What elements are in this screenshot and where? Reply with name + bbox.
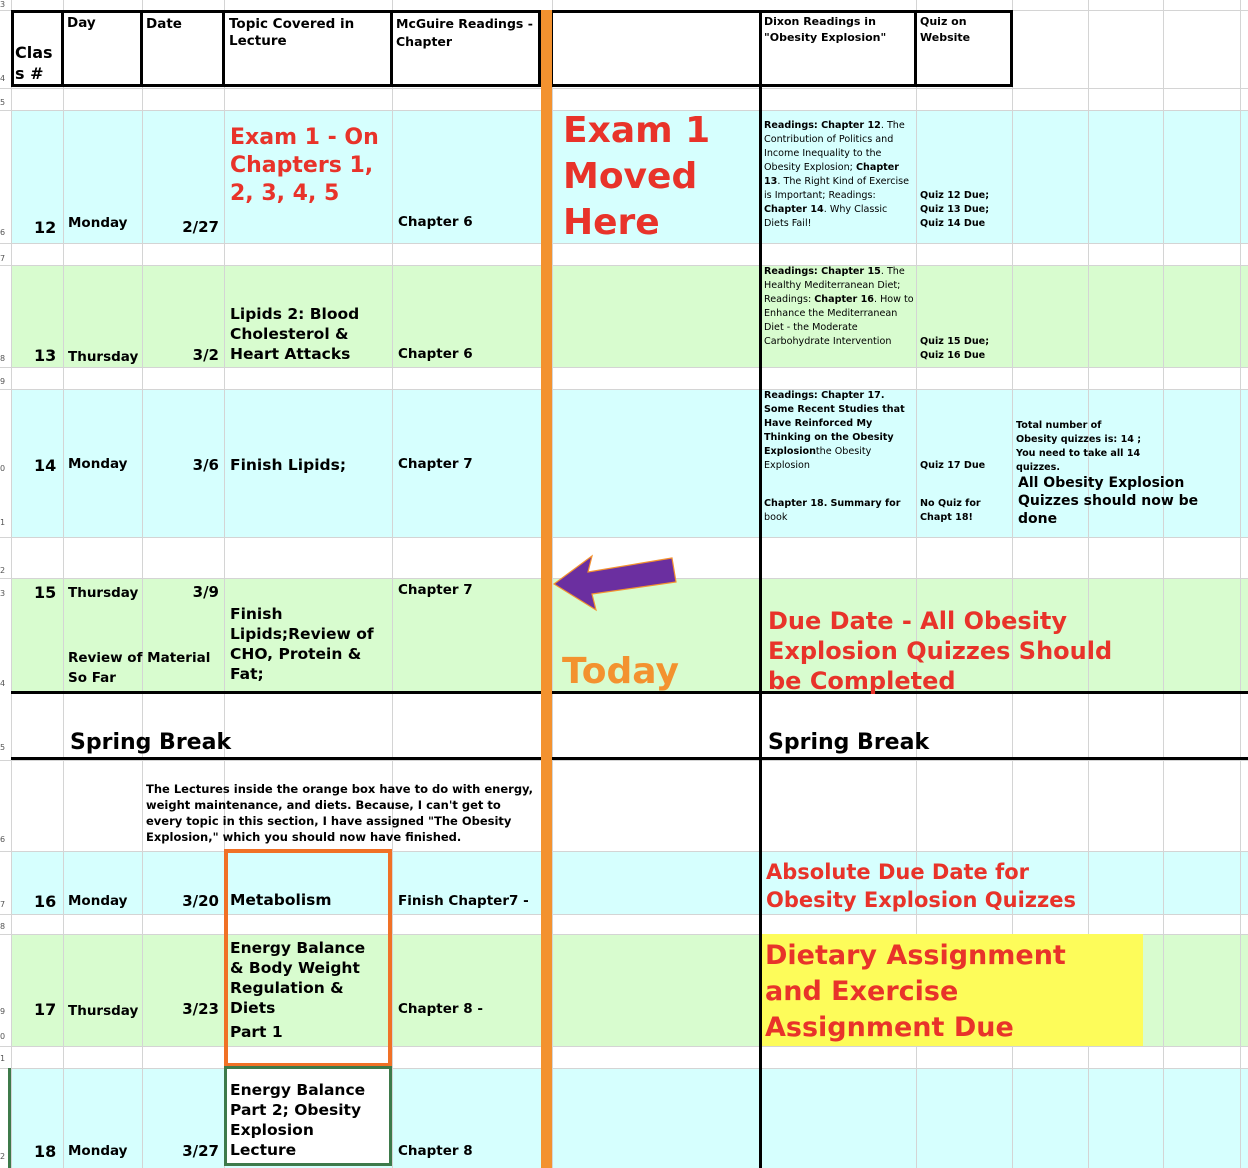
header-dixon: Dixon Readings in "Obesity Explosion" bbox=[764, 15, 887, 44]
spring-break-label: Spring Break bbox=[70, 730, 232, 755]
row-number: 4 bbox=[0, 679, 6, 688]
date-cell: 3/27 bbox=[182, 1142, 219, 1160]
date-cell: 3/9 bbox=[192, 583, 219, 601]
orange-box-note: The Lectures inside the orange box have to do with energy, weight maintenance, and diets. Because, I can't get to every topic in this section, I have assigned "The Obesity Explosion," which you should now have finished. bbox=[146, 782, 534, 844]
topic-cell: Energy Balance & Body Weight Regulation & Diets bbox=[230, 939, 366, 1017]
topic-part: Part 1 bbox=[230, 1023, 283, 1041]
dixon-readings-12: Readings: Chapter 12. The Contribution of Politics and Income Inequality to the Obesity Explosion; Chapter 13. The Right Kind of Exercise is Important; Readings: Chapter 14. Why Classic Diets Fail! bbox=[764, 120, 910, 229]
quiz-14: Quiz 14 Due bbox=[920, 218, 986, 229]
row-number: 3 bbox=[0, 589, 6, 598]
class-number: 14 bbox=[34, 456, 57, 475]
all-done-note: All Obesity Explosion Quizzes should now be done bbox=[1018, 475, 1199, 527]
row-number: 5 bbox=[0, 743, 6, 752]
quiz-17: Quiz 17 Due bbox=[920, 460, 986, 471]
day-cell: Thursday bbox=[68, 1003, 139, 1019]
class-number: 18 bbox=[34, 1142, 57, 1161]
class-number: 12 bbox=[34, 218, 57, 237]
review-note: Review of Material So Far bbox=[68, 650, 211, 686]
date-cell: 3/6 bbox=[192, 456, 219, 474]
class-number: 13 bbox=[34, 346, 57, 365]
row-number: 2 bbox=[0, 566, 6, 575]
day-cell: Monday bbox=[68, 893, 128, 909]
total-quizzes-note: Total number of Obesity quizzes is: 14 ; You need to take all 14 quizzes. bbox=[1016, 420, 1142, 473]
header-date: Date bbox=[146, 16, 182, 32]
quiz-12: Quiz 12 Due; bbox=[920, 190, 990, 201]
date-cell: 3/20 bbox=[182, 892, 219, 910]
row-number: 5 bbox=[0, 98, 6, 107]
class-number: 15 bbox=[34, 583, 57, 602]
class-number: 16 bbox=[34, 892, 57, 911]
due-date-note: Due Date - All Obesity Explosion Quizzes Should be Completed bbox=[768, 607, 1113, 695]
spring-break-label-right: Spring Break bbox=[768, 730, 930, 755]
row-number: 9 bbox=[0, 377, 6, 386]
exam-moved-label: Exam 1 Moved Here bbox=[563, 110, 711, 243]
row-number: 1 bbox=[0, 518, 6, 527]
day-cell: Monday bbox=[68, 1143, 128, 1159]
topic-cell: Energy Balance Part 2; Obesity Explosion Lecture bbox=[230, 1081, 366, 1159]
row-number: 2 bbox=[0, 1152, 6, 1161]
exam1-topic: Exam 1 - On Chapters 1, 2, 3, 4, 5 bbox=[230, 125, 379, 206]
row-number: 7 bbox=[0, 900, 6, 909]
row-number: 8 bbox=[0, 354, 6, 363]
quiz-13: Quiz 13 Due; bbox=[920, 204, 990, 215]
chapter-cell: Finish Chapter7 - bbox=[398, 893, 529, 909]
day-cell: Thursday bbox=[68, 349, 139, 365]
row-number: 8 bbox=[0, 922, 6, 931]
day-cell: Monday bbox=[68, 456, 128, 472]
dixon-readings-18: Chapter 18. Summary for book bbox=[764, 498, 901, 523]
date-cell: 3/2 bbox=[192, 346, 219, 364]
quiz-18: No Quiz for Chapt 18! bbox=[920, 498, 981, 523]
quiz-15: Quiz 15 Due; bbox=[920, 336, 990, 347]
date-cell: 2/27 bbox=[182, 218, 219, 236]
topic-cell: Finish Lipids; bbox=[230, 456, 347, 474]
quiz-16: Quiz 16 Due bbox=[920, 350, 986, 361]
dixon-readings-13: Readings: Chapter 15. The Healthy Mediterranean Diet; Readings: Chapter 16. How to Enhance the Mediterranean Diet - the Moderate Carbohydrate Intervention bbox=[764, 266, 914, 347]
row-number: 0 bbox=[0, 464, 6, 473]
chapter-cell: Chapter 7 bbox=[398, 582, 473, 598]
topic-cell: Finish Lipids;Review of CHO, Protein & Fat; bbox=[230, 605, 374, 683]
row-number: 3 bbox=[0, 0, 6, 9]
row-number: 6 bbox=[0, 835, 6, 844]
class-number: 17 bbox=[34, 1000, 57, 1019]
row-number: 6 bbox=[0, 228, 6, 237]
header-quiz: Quiz on Website bbox=[920, 15, 971, 44]
arrow-icon bbox=[548, 548, 680, 614]
chapter-cell: Chapter 7 bbox=[398, 456, 473, 472]
dietary-due-note: Dietary Assignment and Exercise Assignment Due bbox=[765, 940, 1066, 1043]
row-number: 7 bbox=[0, 254, 6, 263]
header-class-num: Clas s # bbox=[15, 43, 53, 83]
chapter-cell: Chapter 6 bbox=[398, 346, 473, 362]
row-number: 1 bbox=[0, 1054, 6, 1063]
header-day: Day bbox=[67, 15, 96, 31]
row-number: 4 bbox=[0, 74, 6, 83]
chapter-cell: Chapter 8 bbox=[398, 1143, 473, 1159]
day-cell: Thursday bbox=[68, 585, 139, 601]
today-label: Today bbox=[562, 651, 679, 692]
absolute-due-note: Absolute Due Date for Obesity Explosion Quizzes bbox=[766, 860, 1076, 912]
topic-cell: Lipids 2: Blood Cholesterol & Heart Attacks bbox=[230, 305, 360, 363]
header-topic: Topic Covered in Lecture bbox=[229, 16, 355, 49]
topic-cell: Metabolism bbox=[230, 891, 332, 909]
date-cell: 3/23 bbox=[182, 1000, 219, 1018]
chapter-cell: Chapter 6 bbox=[398, 214, 473, 230]
header-mcguire: McGuire Readings - Chapter bbox=[396, 16, 533, 49]
dixon-readings-14: Readings: Chapter 17. Some Recent Studies that Have Reinforced My Thinking on the Obesity Explosionthe Obesity Explosion bbox=[764, 390, 905, 471]
day-cell: Monday bbox=[68, 215, 128, 231]
row-number: 0 bbox=[0, 1032, 6, 1041]
chapter-cell: Chapter 8 - bbox=[398, 1001, 483, 1017]
row-number: 9 bbox=[0, 1007, 6, 1016]
